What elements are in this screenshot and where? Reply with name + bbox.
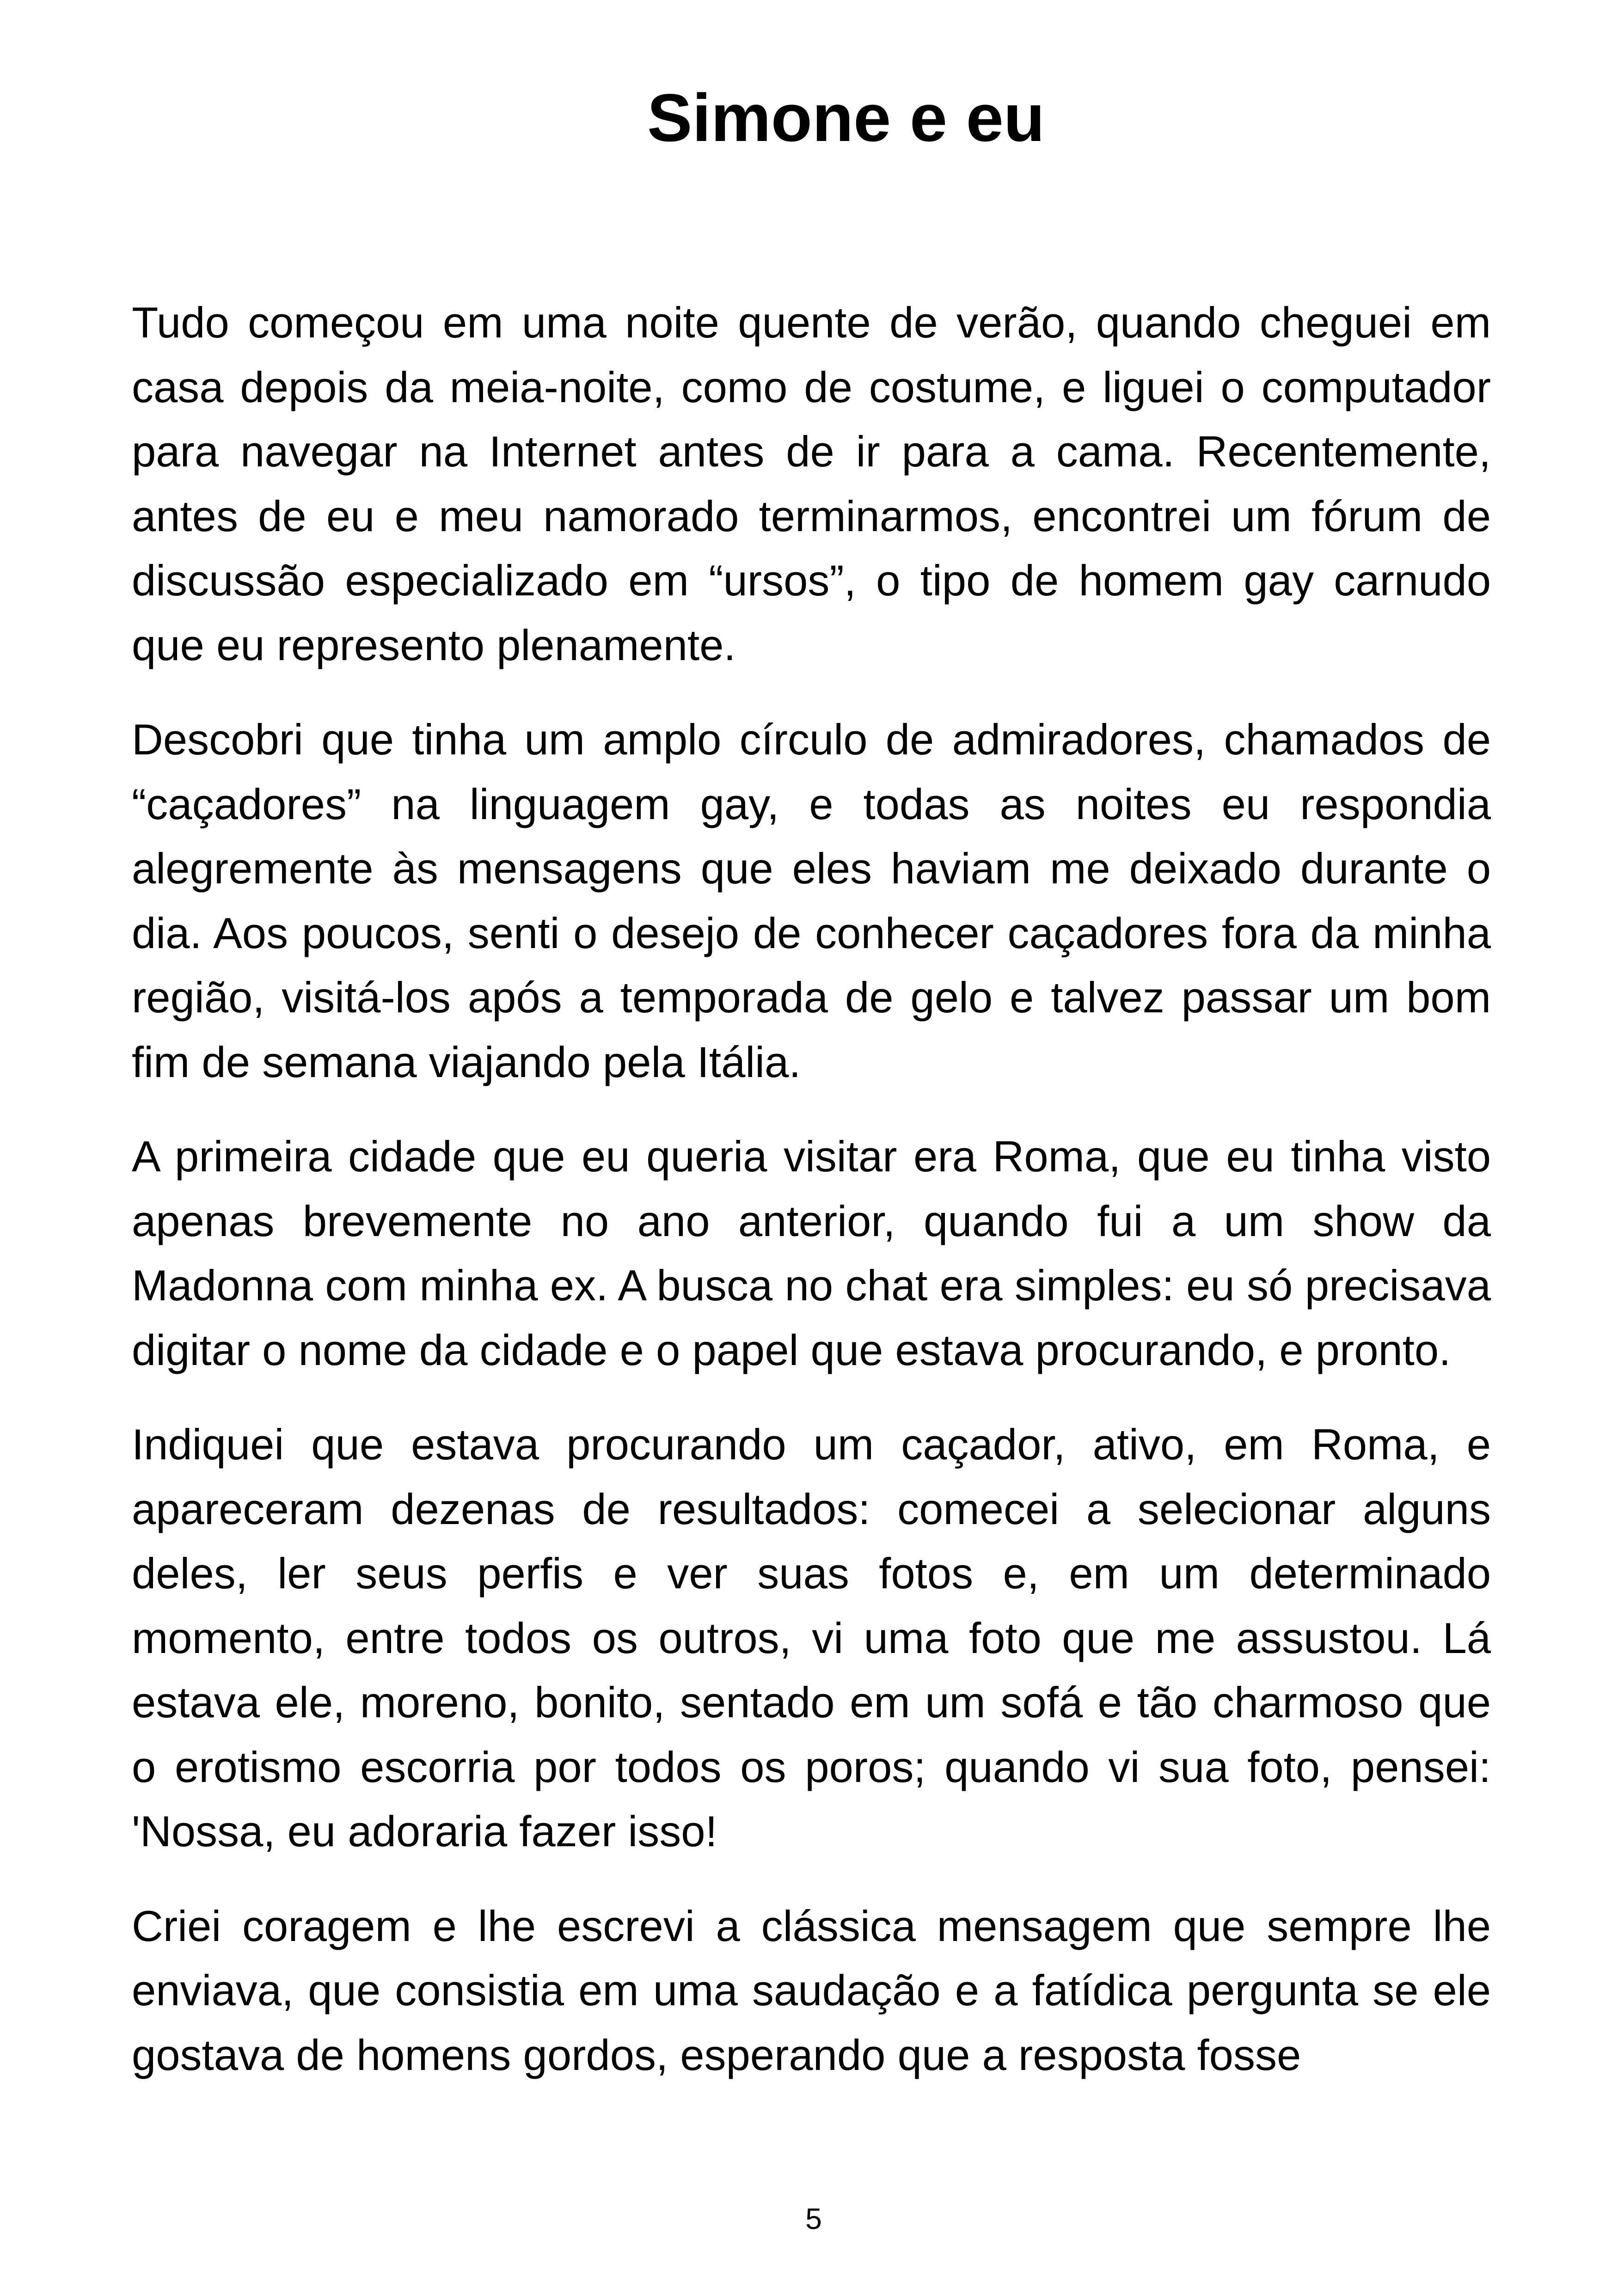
paragraph: Indiquei que estava procurando um caçador, ativo, em Roma, e apareceram dezenas de resultados: comecei a selecionar alguns deles, ler seus perfis e ver suas fotos e, em um determinado momento, entre todos os outros, vi uma foto que me assustou. Lá estava ele, moreno, bonito, sentado em um sofá e tão charmoso que o erotismo escorria por todos os poros; quando vi sua foto, pensei: 'Nossa, eu adoraria fazer isso! xyxy=(132,1420,1491,1855)
page-title: Simone e eu xyxy=(647,80,1045,155)
paragraph: A primeira cidade que eu queria visitar era Roma, que eu tinha visto apenas brevemente no ano anterior, quando fui a um show da Madonna com minha ex. A busca no chat era simples: eu só precisava digitar o nome da cidade e o papel que estava procurando, e pronto. xyxy=(132,1132,1491,1374)
paragraph: Criei coragem e lhe escrevi a clássica mensagem que sempre lhe enviava, que consistia em uma saudação e a fatídica pergunta se ele gostava de homens gordos, esperando que a resposta fosse xyxy=(132,1901,1491,2079)
page-number: 5 xyxy=(805,2202,822,2235)
body-text xyxy=(132,290,1491,2117)
paragraph: Descobri que tinha um amplo círculo de admiradores, chamados de “caçadores” na linguagem gay, e todas as noites eu respondia alegremente às mensagens que eles haviam me deixado durante o dia. Aos poucos, senti o desejo de conhecer caçadores fora da minha região, visitá-los após a temporada de gelo e talvez passar um bom fim de semana viajando pela Itália. xyxy=(132,715,1491,1086)
paragraph: Tudo começou em uma noite quente de verão, quando cheguei em casa depois da meia-noite, como de costume, e liguei o computador para navegar na Internet antes de ir para a cama. Recentemente, antes de eu e meu namorado terminarmos, encontrei um fórum de discussão especializado em “ursos”, o tipo de homem gay carnudo que eu represento plenamente. xyxy=(132,298,1491,669)
